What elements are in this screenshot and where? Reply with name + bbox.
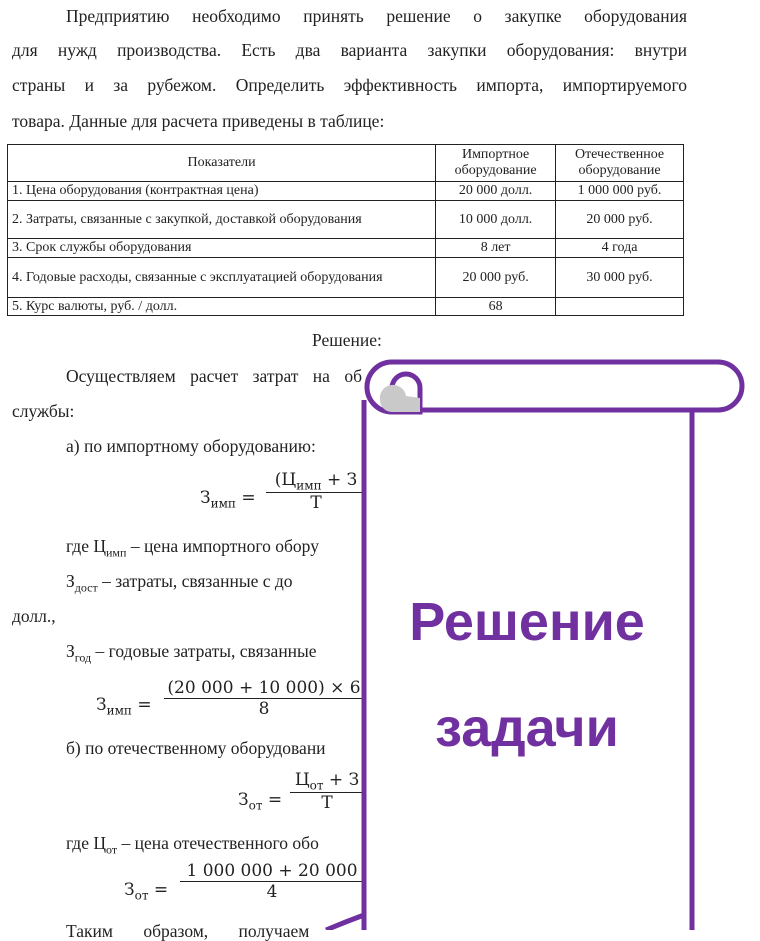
calc-a-lhs: $З_{имп}$ = — [96, 695, 152, 718]
header-domestic: Отечественное оборудование — [556, 145, 684, 182]
row-import-value: 68 — [436, 298, 556, 316]
row-domestic-value: 1 000 000 руб. — [556, 182, 684, 201]
row-domestic-value: 4 года — [556, 239, 684, 258]
dost-unit: долл., — [12, 606, 56, 626]
row-label: 5. Курс валюты, руб. / долл. — [8, 298, 436, 316]
dost-definition: $З_{дост}$ – затраты, связанные с до — [66, 571, 293, 595]
header-indicators: Показатели — [8, 145, 436, 182]
row-label: 1. Цена оборудования (контрактная цена) — [8, 182, 436, 201]
formula-b-denominator: Т — [321, 793, 333, 814]
formula-a-denominator: Т — [310, 493, 322, 514]
banner-title-line-1: Решение — [409, 592, 645, 652]
calc-intro-cont: службы: — [12, 401, 75, 421]
row-domestic-value: 20 000 руб. — [556, 201, 684, 239]
where-a: где $Ц_{имп}$ – цена импортного обору — [66, 536, 319, 560]
row-import-value: 10 000 долл. — [436, 201, 556, 239]
row-label: 2. Затраты, связанные с закупкой, доставкой оборудования — [8, 201, 436, 239]
banner-title-line-2: задачи — [435, 698, 619, 758]
calc-a-denominator: 8 — [258, 699, 270, 719]
header-import: Импортное оборудование — [436, 145, 556, 182]
calc-b-denominator: 4 — [266, 882, 278, 902]
formula-a-lhs: $З_{имп}$ = — [200, 488, 256, 511]
god-definition: $З_{год}$ – годовые затраты, связанные — [66, 641, 317, 665]
case-b-label: б) по отечественному оборудовани — [66, 738, 326, 758]
row-label: 3. Срок службы оборудования — [8, 239, 436, 258]
calc-b-numerator: 1 000 000 + 20 000 — [180, 861, 364, 882]
where-b: где $Ц_{от}$ – цена отечественного обо — [66, 833, 319, 857]
solution-heading: Решение: — [312, 330, 382, 350]
intro-line-4: товара. Данные для расчета приведены в таблице: — [12, 111, 385, 131]
intro-line-3: страны и за рубежом. Определить эффективность импорта, импортируемого — [12, 75, 687, 95]
calc-b-lhs: $З_{от}$ = — [124, 880, 169, 903]
formula-a-numerator: ($Ц_{имп} + З$ — [266, 470, 366, 493]
row-import-value: 8 лет — [436, 239, 556, 258]
last-line-partial: Таким образом, получаем — [66, 921, 310, 941]
row-import-value: 20 000 руб. — [436, 258, 556, 298]
calc-intro: Осуществляем расчет затрат на об — [66, 366, 362, 386]
row-label: 4. Годовые расходы, связанные с эксплуатацией оборудования — [8, 258, 436, 298]
row-import-value: 20 000 долл. — [436, 182, 556, 201]
calc-a-numerator: (20 000 + 10 000) × 6 — [164, 678, 364, 699]
case-a-label: а) по импортному оборудованию: — [66, 436, 316, 456]
formula-b-lhs: $З_{от}$ = — [238, 790, 283, 813]
row-domestic-value: 30 000 руб. — [556, 258, 684, 298]
formula-b-numerator: $Ц_{от} + З$ — [290, 770, 364, 793]
intro-line-2: для нужд производства. Есть два варианта закупки оборудования: внутри — [12, 40, 687, 60]
intro-line-1: Предприятию необходимо принять решение о закупке оборудования — [66, 6, 687, 26]
